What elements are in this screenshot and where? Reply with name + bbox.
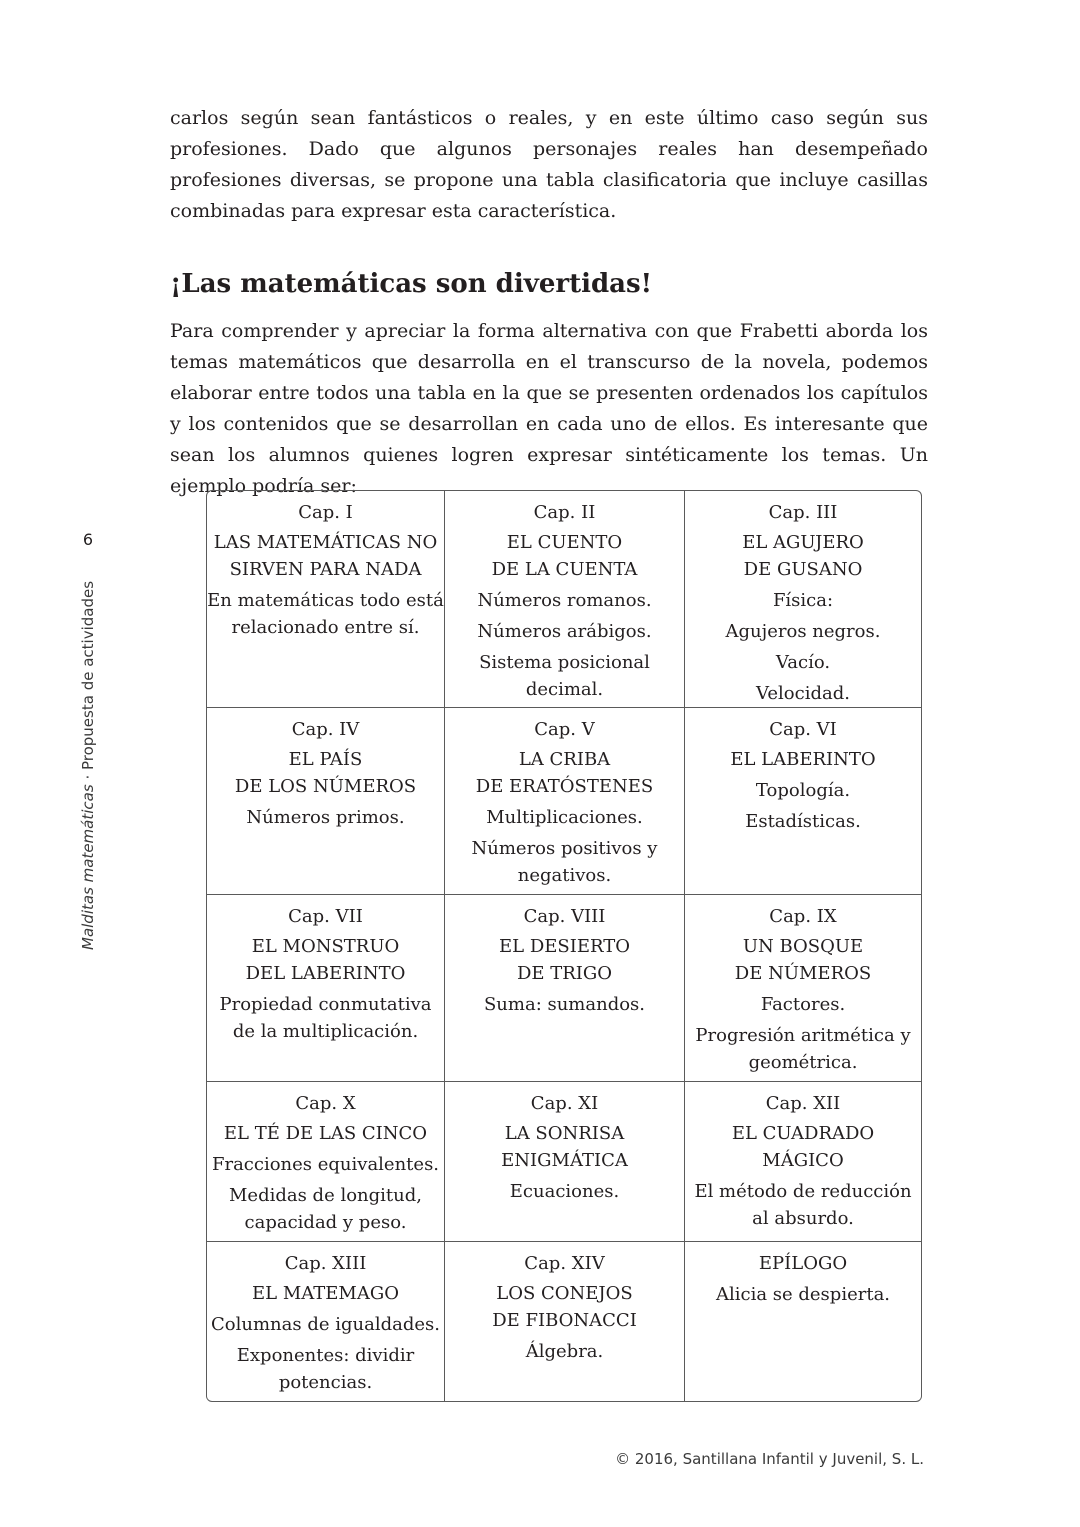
chapter-content: En matemáticas todo está relacionado entre sí. [207,590,444,638]
chapter-cell [445,1242,685,1401]
chapter-cell [685,1242,921,1401]
chapter-title: DE TRIGO [516,963,613,984]
chapter-content: Física: [772,590,834,611]
chapter-cell [685,491,921,708]
chapter-content: Números positivos y negativos. [471,838,658,886]
title-separator: · [79,770,97,785]
chapter-content: Topología. [755,780,851,801]
chapter-title: DE ERATÓSTENES [475,776,654,797]
chapter-title: EL CUADRADO [731,1123,875,1144]
chapter-cell [445,491,685,708]
book-title: Malditas matemáticas [79,784,97,950]
chapter-content: Ecuaciones. [509,1181,620,1202]
chapter-content: Alicia se despierta. [715,1284,891,1305]
chapter-number: Cap. II [533,502,596,523]
chapter-number: Cap. IX [769,906,837,927]
chapter-number: Cap. X [295,1093,356,1114]
chapter-content: Números romanos. [477,590,652,611]
chapter-content: Velocidad. [756,683,850,704]
chapter-cell [685,1082,921,1242]
section-heading: ¡Las matemáticas son divertidas! [170,269,653,299]
chapter-content: Medidas de longitud, capacidad y peso. [228,1185,422,1233]
chapter-content: Exponentes: dividir potencias. [236,1345,415,1393]
chapter-number: EPÍLOGO [758,1253,848,1274]
chapter-content: Fracciones equivalentes. [211,1154,440,1175]
chapter-content: Estadísticas. [745,811,861,832]
chapter-cell [445,708,685,895]
chapter-content: Números arábigos. [477,621,652,642]
intro-text: carlos según sean fantásticos o reales, y en este último caso según sus profesiones. Dado que algunos personajes reales han desempeñado profesiones diversas, se propone una tabla clasificatoria que incluye casillas combinadas para expresar esta característica. [170,107,928,222]
chapter-content: Suma: sumandos. [483,994,646,1015]
chapter-number: Cap. VI [769,719,837,740]
chapter-title: DE LOS NÚMEROS [234,776,417,797]
chapter-title: DE GUSANO [743,559,863,580]
chapter-title: EL DESIERTO [499,936,630,957]
side-running-title [76,530,100,950]
chapter-title: ENIGMÁTICA [501,1150,628,1171]
chapter-number: Cap. XI [530,1093,599,1114]
chapter-title: UN BOSQUE [742,936,864,957]
chapter-cell [207,895,445,1082]
chapter-title: EL PAÍS [288,749,363,770]
chapter-content: Agujeros negros. [725,621,881,642]
chapter-number: Cap. VII [288,906,363,927]
chapter-title: EL LABERINTO [730,749,876,770]
chapter-title: EL MONSTRUO [251,936,400,957]
chapter-cell [445,895,685,1082]
chapter-content: Propiedad conmutativa de la multiplicación. [219,994,432,1042]
chapter-number: Cap. V [534,719,595,740]
chapters-table [206,490,922,1402]
chapter-title: DE FIBONACCI [492,1310,637,1331]
chapter-title: EL CUENTO [506,532,623,553]
chapter-cell [685,895,921,1082]
chapter-title: LA SONRISA [504,1123,625,1144]
chapter-title: LAS MATEMÁTICAS NO [213,532,438,553]
chapter-title: DE NÚMEROS [734,963,872,984]
chapter-title: MÁGICO [762,1150,844,1171]
chapter-content: Números primos. [246,807,405,828]
chapter-number: Cap. XIII [284,1253,367,1274]
chapter-title: LA CRIBA [518,749,611,770]
chapter-title: EL AGUJERO [742,532,864,553]
chapter-title: SIRVEN PARA NADA [229,559,422,580]
chapter-number: Cap. XIV [524,1253,605,1274]
chapter-cell [207,1242,445,1401]
chapter-title: DE LA CUENTA [491,559,638,580]
chapter-content: Columnas de igualdades. [211,1314,440,1335]
chapter-number: Cap. IV [291,719,360,740]
chapter-title: DEL LABERINTO [245,963,406,984]
chapter-cell [685,708,921,895]
chapter-content: Multiplicaciones. [486,807,643,828]
chapter-cell [207,708,445,895]
chapter-number: Cap. III [768,502,838,523]
chapter-content: Sistema posicional decimal. [479,652,650,700]
section-paragraph: Para comprender y apreciar la forma alternativa con que Frabetti aborda los temas matemáticos que desarrolla en el transcurso de la novela, podemos elaborar entre todos una tabla en la que se presenten ordenados los capítulos y los contenidos que se desarrollan en cada uno de ellos. Es interesante que sean los alumnos quienes logren expresar sintéticamente los temas. Un ejemplo podría ser: [170,320,928,497]
chapter-cell [207,491,445,708]
chapter-content: Progresión aritmética y geométrica. [695,1025,911,1073]
chapter-title: LOS CONEJOS [496,1283,633,1304]
chapter-number: Cap. XII [765,1093,841,1114]
chapter-number: Cap. I [298,502,353,523]
chapter-number: Cap. VIII [523,906,606,927]
chapter-content: Álgebra. [525,1341,604,1362]
chapter-cell [445,1082,685,1242]
copyright-footer: © 2016, Santillana Infantil y Juvenil, S. L. [615,1450,924,1468]
page-number: 6 [82,530,94,549]
chapter-title: EL TÉ DE LAS CINCO [223,1123,428,1144]
book-subtitle: Propuesta de actividades [79,580,97,771]
chapter-content: Vacío. [775,652,831,673]
chapter-title: EL MATEMAGO [252,1283,399,1304]
chapter-cell [207,1082,445,1242]
chapter-content: Factores. [760,994,846,1015]
chapter-content: El método de reducción al absurdo. [694,1181,912,1229]
